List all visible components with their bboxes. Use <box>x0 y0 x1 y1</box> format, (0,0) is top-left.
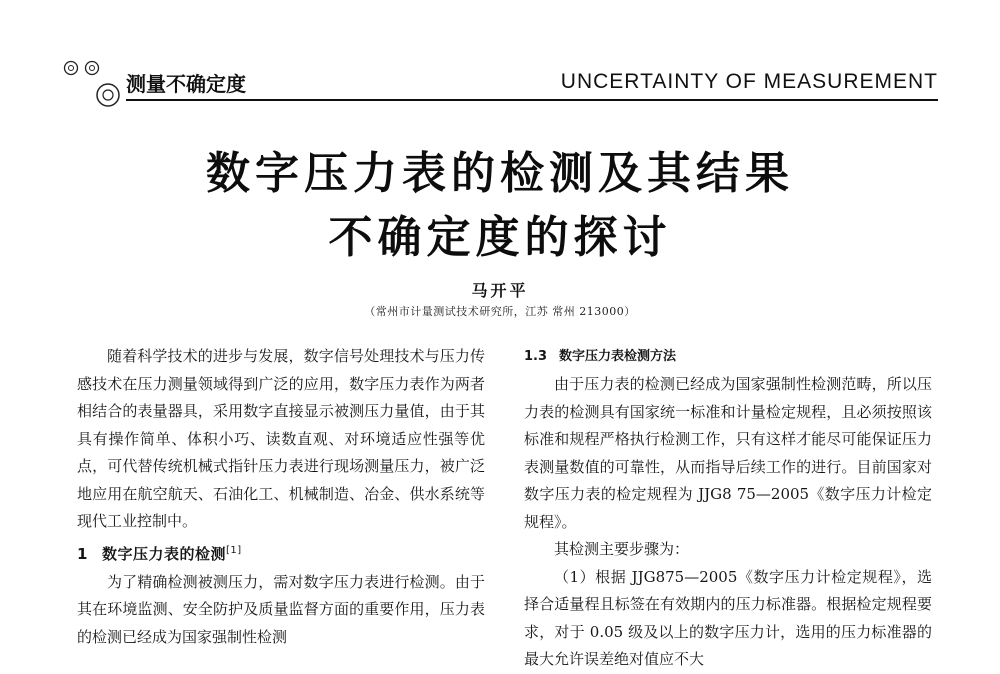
section-1-title: 数字压力表的检测 <box>101 544 226 563</box>
subsection-title: 数字压力表检测方法 <box>559 349 677 364</box>
circle-ornament-icon <box>62 58 126 110</box>
column-name-english: UNCERTAINTY OF MEASUREMENT <box>560 70 938 93</box>
method-paragraph: 由于压力表的检测已经成为国家强制性检测范畴，所以压力表的检测具有国家统一标准和计量检定规程，且必须按照该标准和规程严格执行检测工作，只有这样才能尽可能保证压力表测量数值的可靠性，从而指导后续工作的进行。目前国家对数字压力表的检定规程为 JJG8 75—2005《数字压力计检定规程》。 <box>524 375 932 531</box>
subsection-1-3-heading <box>524 343 932 371</box>
section-1-citation: [1] <box>225 544 242 556</box>
affiliation: （常州市计量测试技术研究所，江苏 常州 213000） <box>364 305 636 318</box>
column-name: 测量不确定度 <box>126 72 246 96</box>
subsection-number: 1.3 <box>524 349 548 364</box>
section-1-paragraph: 为了精确检测被测压力，需对数字压力表进行检测。由于其在环境监测、安全防护及质量监督方面的重要作用，压力表的检测已经成为国家强制性检测 <box>77 572 485 646</box>
left-column <box>77 343 485 651</box>
header-rule <box>126 99 938 101</box>
section-1-number: 1 <box>77 544 88 563</box>
intro-paragraph: 随着科学技术的进步与发展，数字信号处理技术与压力传感技术在压力测量领域得到广泛的应用，数字压力表作为两者相结合的表量器具，采用数字直接显示被测压力量值，由于其具有操作简单、体积小巧、读数直观、对环境适应性强等优点，可代替传统机械式指针压力表进行现场测量压力，被广泛地应用在航空航天、石油化工、机械制造、冶金、供水系统等现代工业控制中。 <box>77 347 485 530</box>
article-title-line-1: 数字压力表的检测及其结果 <box>206 148 794 199</box>
author: 马开平 <box>471 281 529 300</box>
steps-intro-paragraph: 其检测主要步骤为： <box>554 540 690 558</box>
step-1-paragraph: （1）根据 JJG875—2005《数字压力计检定规程》，选择合适量程且标签在有效期内的压力标准器。根据检定规程要求，对于 0.05 级及以上的数字压力计，选用的压力标准器的最大允许误差绝对值应不大 <box>524 567 932 668</box>
right-column <box>524 343 932 674</box>
article-title-line-2: 不确定度的探讨 <box>328 212 672 263</box>
section-1-heading <box>77 536 485 569</box>
